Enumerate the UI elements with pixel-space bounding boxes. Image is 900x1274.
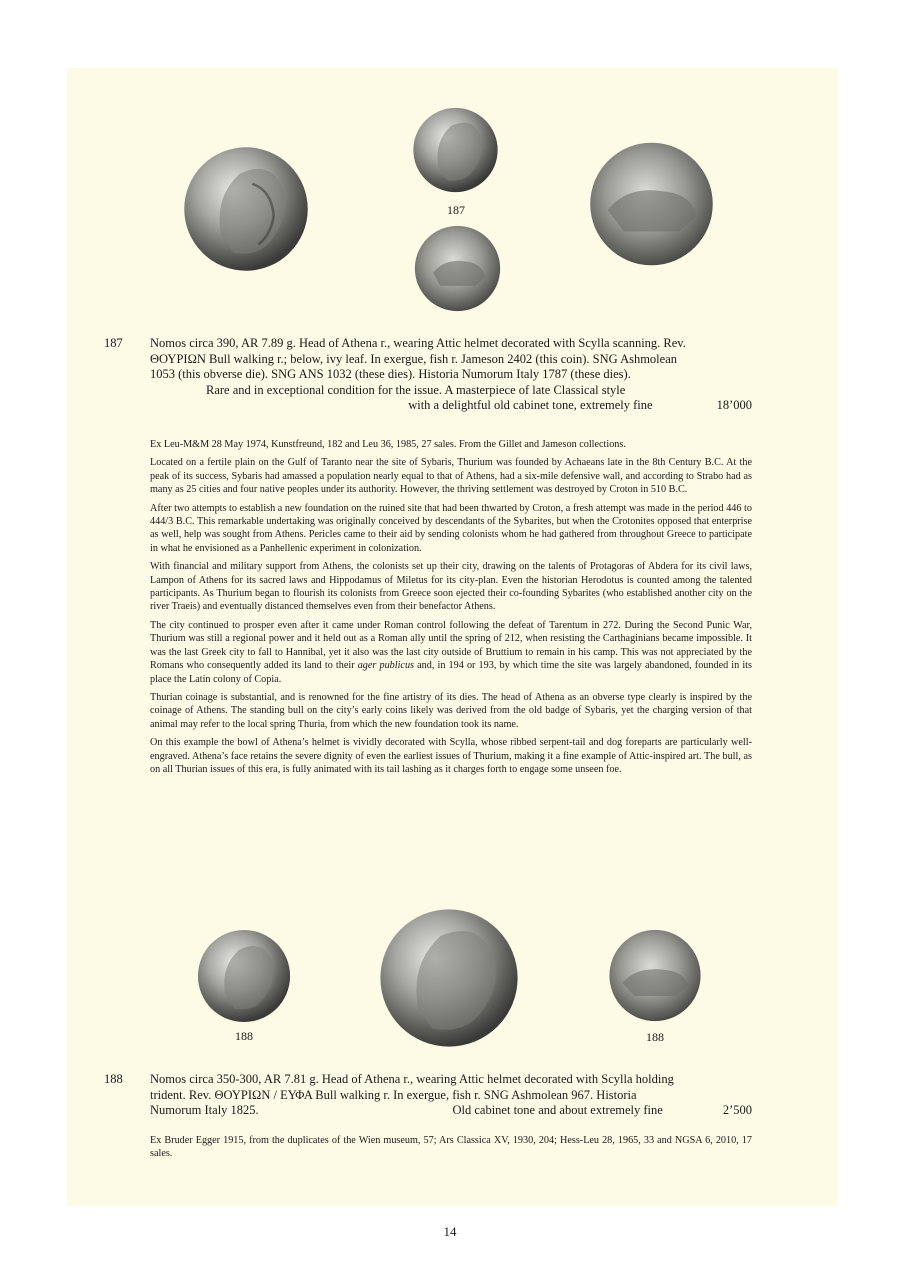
lot-188-last-row — [150, 1103, 752, 1119]
coin-187-reverse-large — [589, 140, 714, 268]
lot-187-condition-row — [150, 398, 752, 414]
coin-label-187: 187 — [447, 203, 465, 217]
lot-number-188: 188 — [104, 1072, 123, 1086]
lot-187-note-paragraph — [150, 619, 752, 686]
lot-188-provenance: Ex Bruder Egger 1915, from the duplicates of the Wien museum, 57; Ars Classica XV, 1930, 204; Hess-Leu 28, 1965, 33 and NGSA 6, 2010, 17 sales. — [150, 1135, 752, 1160]
lot-188-description-line: Numorum Italy 1825. — [150, 1103, 259, 1117]
lot-188-estimate: 2’500 — [722, 1103, 752, 1117]
page-number: 14 — [443, 1224, 457, 1239]
lot-187-note-paragraph: Thurian coinage is substantial, and is renowned for the fine artistry of its dies. The head of Athena as an obverse type clearly is inspired by the coinage of Athens. The standing bull on the city’s early coins likely was derived from the old badge of Sybaris, yet the charging version of that animal may refer to the local spring Thuria, from which the new foundation took its name. — [150, 691, 752, 730]
coin-label-188-left: 188 — [235, 1029, 253, 1043]
note-italic-term: ager publicus — [357, 660, 415, 672]
lot-187-description-line: 1053 (this obverse die). SNG ANS 1032 (these dies). Historia Numorum Italy 1787 (these dies). — [150, 367, 631, 381]
coin-188-obverse-large — [378, 908, 520, 1048]
lot-187-description — [150, 336, 752, 414]
note-text: The city continued to prosper even after it came under Roman control following the defeat of Tarentum in 272. During the Second Punic War, Thurium was still a regional power and it held out as a Roman ally until the spring of 212, when resisting the Carthaginians became impossible. It was the last Greek city to fall to Hannibal, yet it also was the last city outside of Bruttium to remain in his camp. This was not appreciated by the Romans who consequently added its land to their — [150, 619, 752, 672]
lot-187-condition-line2: with a delightful old cabinet tone, extremely fine — [408, 398, 653, 412]
coin-187-obverse-small — [410, 107, 501, 193]
lot-187-description-line: ΘΟΥΡΙΩΝ Bull walking r.; below, ivy leaf. In exergue, fish r. Jameson 2402 (this coin). SNG Ashmolean — [150, 351, 678, 366]
lot-number-187: 187 — [104, 336, 123, 350]
coin-188-reverse — [607, 929, 703, 1022]
lot-187-estimate: 18’000 — [716, 398, 752, 412]
note-text: and, in 194 or 193, by which time the site was largely abandoned, founded in its place the Latin colony of Copia. — [150, 660, 752, 685]
coin-188-obverse-small — [196, 929, 292, 1023]
lot-187-note-paragraph: With financial and military support from Athens, the colonists set up their city, drawing on the talents of Protagoras of Abdera for its civil laws, Lampon of Athens for its sacred laws and Hippodamus of Miletus for its city-plan. Even the historian Herodotus is counted among the talented participants. As Thurium began to flourish its colonists from Greece soon ejected their co-founding Sybarites (who established another city on the river Traeis) and eventually distanced themselves even from their benefactor Athens. — [150, 561, 752, 613]
lot-188-description — [150, 1072, 752, 1119]
lot-188-condition: Old cabinet tone and about extremely fine — [452, 1103, 663, 1117]
coin-label-188-right: 188 — [646, 1030, 664, 1044]
lot-187-note-paragraph: After two attempts to establish a new foundation on the ruined site that had been thwarted by Croton, a fresh attempt was made in the period 446 to 444/3 B.C. This remarkable undertaking was originally conceived by descendants of the Sybarites, but when the Crotonites opposed that enterprise as well, help was sought from Athens. Pericles came to their aid by sending colonists whom he had gathered from throughout Greece to participate in what he envisioned as a Panhellenic experiment in colonization. — [150, 502, 752, 554]
lot-187-description-line: Nomos circa 390, AR 7.89 g. Head of Athena r., wearing Attic helmet decorated with Scylla scanning. Rev. — [150, 336, 686, 350]
lot-187-provenance: Ex Leu-M&M 28 May 1974, Kunstfreund, 182 and Leu 36, 1985, 27 sales. From the Gillet and Jameson collections. — [150, 439, 626, 450]
lot-187-note-paragraph: On this example the bowl of Athena’s helmet is vividly decorated with Scylla, whose ribbed serpent-tail and dog foreparts are particularly well-engraved. Athena’s face retains the severe dignity of even the earliest issues of Thurium, making it a fine example of Attic-inspired art. The bull, as on all Thurian issues of this era, is fully animated with its tail lashing as it charges forth to engage some unseen foe. — [150, 737, 752, 775]
lot-188-notes — [150, 1134, 752, 1166]
lot-188-description-line: trident. Rev. ΘΟΥΡΙΩΝ / ΕΥΦΑ Bull walking r. In exergue, fish r. SNG Ashmolean 967. Historia — [150, 1087, 637, 1102]
lot-187-note-paragraph: Located on a fertile plain on the Gulf of Taranto near the site of Sybaris, Thurium was founded by Achaeans late in the 8th Century B.C. At the peak of its success, Sybaris had amassed a population nearly equal to that of Athens, had a six-mile defensive wall, and according to Strabo had as many as 25 cities and four native peoples under its authority. However, the thriving settlement was destroyed by Croton in 510 B.C. — [150, 457, 752, 496]
coin-187-reverse-small — [414, 222, 501, 315]
lot-187-notes — [150, 438, 752, 781]
lot-187-condition-line1: Rare and in exceptional condition for the issue. A masterpiece of late Classical style — [206, 382, 626, 397]
coin-187-obverse-large — [183, 146, 309, 272]
lot-188-description-line: Nomos circa 350-300, AR 7.81 g. Head of Athena r., wearing Attic helmet decorated with Scylla holding — [150, 1072, 674, 1086]
